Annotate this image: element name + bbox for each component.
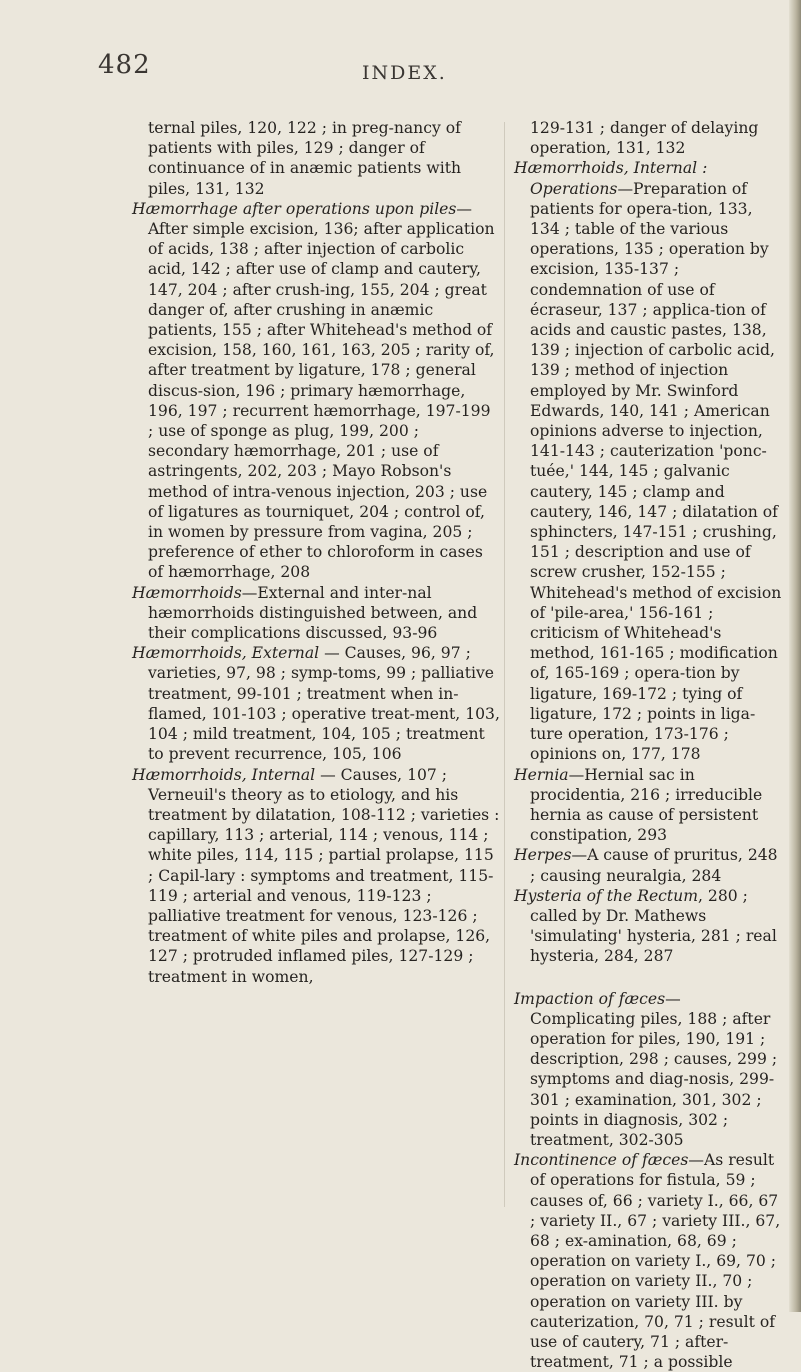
entry-body: —External and inter-nal hæmorrhoids distinguished between, and their complications discussed, 93-96	[148, 583, 478, 643]
entry-heading: Herpes	[514, 846, 572, 865]
entry-body: — Causes, 96, 97 ; varieties, 97, 98 ; symp-toms, 99 ; palliative treatment, 99-101 ; treatment when in-flamed, 101-103 ; operative treat-ment, 103, 104 ; mild treatment, 104, 105 ; treatment to prevent recurrence, 105, 106	[148, 644, 500, 764]
column-divider	[504, 122, 505, 1207]
index-column-left	[132, 118, 500, 987]
page-header	[0, 50, 801, 90]
index-entry	[514, 118, 782, 158]
index-entry	[132, 643, 500, 764]
entry-heading: Hæmorrhoids, Internal	[132, 765, 316, 784]
index-entry	[514, 989, 782, 1151]
page-edge	[789, 0, 801, 1312]
entry-heading: Hæmorrhage after operations upon piles	[132, 199, 457, 218]
index-entry	[514, 886, 782, 967]
entry-heading: Hæmorrhoids	[132, 583, 242, 602]
entry-body: ternal piles, 120, 122 ; in preg-nancy of patients with piles, 129 ; danger of continuance of in anæmic patients with piles, 131, 132	[148, 119, 462, 198]
running-head: INDEX.	[362, 62, 447, 84]
index-entry	[132, 583, 500, 644]
index-entry	[514, 158, 782, 764]
entry-body: —After simple excision, 136; after application of acids, 138 ; after injection of carbolic acid, 142 ; after use of clamp and cautery, 147, 204 ; after crush-ing, 155, 204 ; great danger of, after crushing in anæmic patients, 155 ; after Whitehead's method of excision, 158, 160, 161, 163, 205 ; rarity of, after treatment by ligature, 178 ; general discus-sion, 196 ; primary hæmorrhage, 196, 197 ; recurrent hæmorrhage, 197-199 ; use of sponge as plug, 199, 200 ; secondary hæmorrhage, 201 ; use of astringents, 202, 203 ; Mayo Robson's method of intra-venous injection, 203 ; use of ligatures as tourniquet, 204 ; control of, in women by pressure from vagina, 205 ; preference of ether to chloroform in cases of hæmorrhage, 208	[148, 199, 495, 582]
entry-heading: Hysteria of the Rectum	[514, 886, 699, 905]
index-entry	[132, 118, 500, 199]
entry-body: —Preparation of patients for opera-tion, 133, 134 ; table of the various operations, 135 ; operation by excision, 135-137 ; condemnation of use of écraseur, 137 ; applica-tion of acids and caustic pastes, 138, 139 ; injection of carbolic acid, 139 ; method of injection employed by Mr. Swinford Edwards, 140, 141 ; American opinions adverse to injection, 141-143 ; cauterization 'ponc-tuée,' 144, 145 ; galvanic cautery, 145 ; clamp and cautery, 146, 147 ; dilatation of sphincters, 147-151 ; crushing, 151 ; description and use of screw crusher, 152-155 ; Whitehead's method of excision of 'pile-area,' 156-161 ; criticism of Whitehead's method, 161-165 ; modification of, 165-169 ; opera-tion by ligature, 169-172 ; tying of ligature, 172 ; points in liga-ture operation, 173-176 ; opinions on, 177, 178	[530, 179, 782, 764]
page-number: 482	[98, 50, 151, 80]
index-entry	[132, 765, 500, 987]
entry-heading: Impaction of fæces	[514, 989, 666, 1008]
entry-gap	[514, 967, 782, 989]
index-entry	[132, 199, 500, 583]
entry-body: —Complicating piles, 188 ; after operation for piles, 190, 191 ; description, 298 ; causes, 299 ; symptoms and diag-nosis, 299-301 ; examination, 301, 302 ; points in diagnosis, 302 ; treatment, 302-305	[530, 989, 778, 1149]
entry-heading: Incontinence of fæces	[514, 1151, 689, 1170]
entry-body: —A cause of pruritus, 248 ; causing neuralgia, 284	[530, 846, 778, 885]
index-entry	[514, 765, 782, 846]
index-entry	[514, 845, 782, 885]
entry-body: — Causes, 107 ; Verneuil's theory as to etiology, and his treatment by dilatation, 108-112 ; varieties : capillary, 113 ; arterial, 114 ; venous, 114 ; white piles, 114, 115 ; partial prolapse, 115 ; Capil-lary : symptoms and treatment, 115-119 ; arterial and venous, 119-123 ; palliative treatment for venous, 123-126 ; treatment of white piles and prolapse, 126, 127 ; protruded inflamed piles, 127-129 ; treatment in women,	[148, 765, 500, 986]
entry-heading: Hernia	[514, 765, 569, 784]
entry-body: 129-131 ; danger of delaying operation, 131, 132	[530, 119, 759, 158]
entry-body: , 280 ; called by Dr. Mathews 'simulating' hysteria, 281 ; real hysteria, 284, 287	[530, 886, 777, 966]
entry-heading: Hæmorrhoids, External	[132, 644, 320, 663]
entry-heading: Hæmorrhoids, Internal : Operations	[514, 159, 708, 198]
index-entry	[514, 1150, 782, 1372]
index-column-right	[514, 118, 782, 1372]
entry-body: —As result of operations for fistula, 59 ; causes of, 66 ; variety I., 66, 67 ; variety II., 67 ; variety III., 67, 68 ; ex-amination, 68, 69 ; operation on variety I., 69, 70 ; operation on variety II., 70 ; operation on variety III. by cauterization, 70, 71 ; result of use of cautery, 71 ; after-treatment, 71 ; a possible	[530, 1151, 781, 1372]
entry-body: —Hernial sac in procidentia, 216 ; irreducible hernia as cause of persistent constipation, 293	[530, 765, 763, 845]
